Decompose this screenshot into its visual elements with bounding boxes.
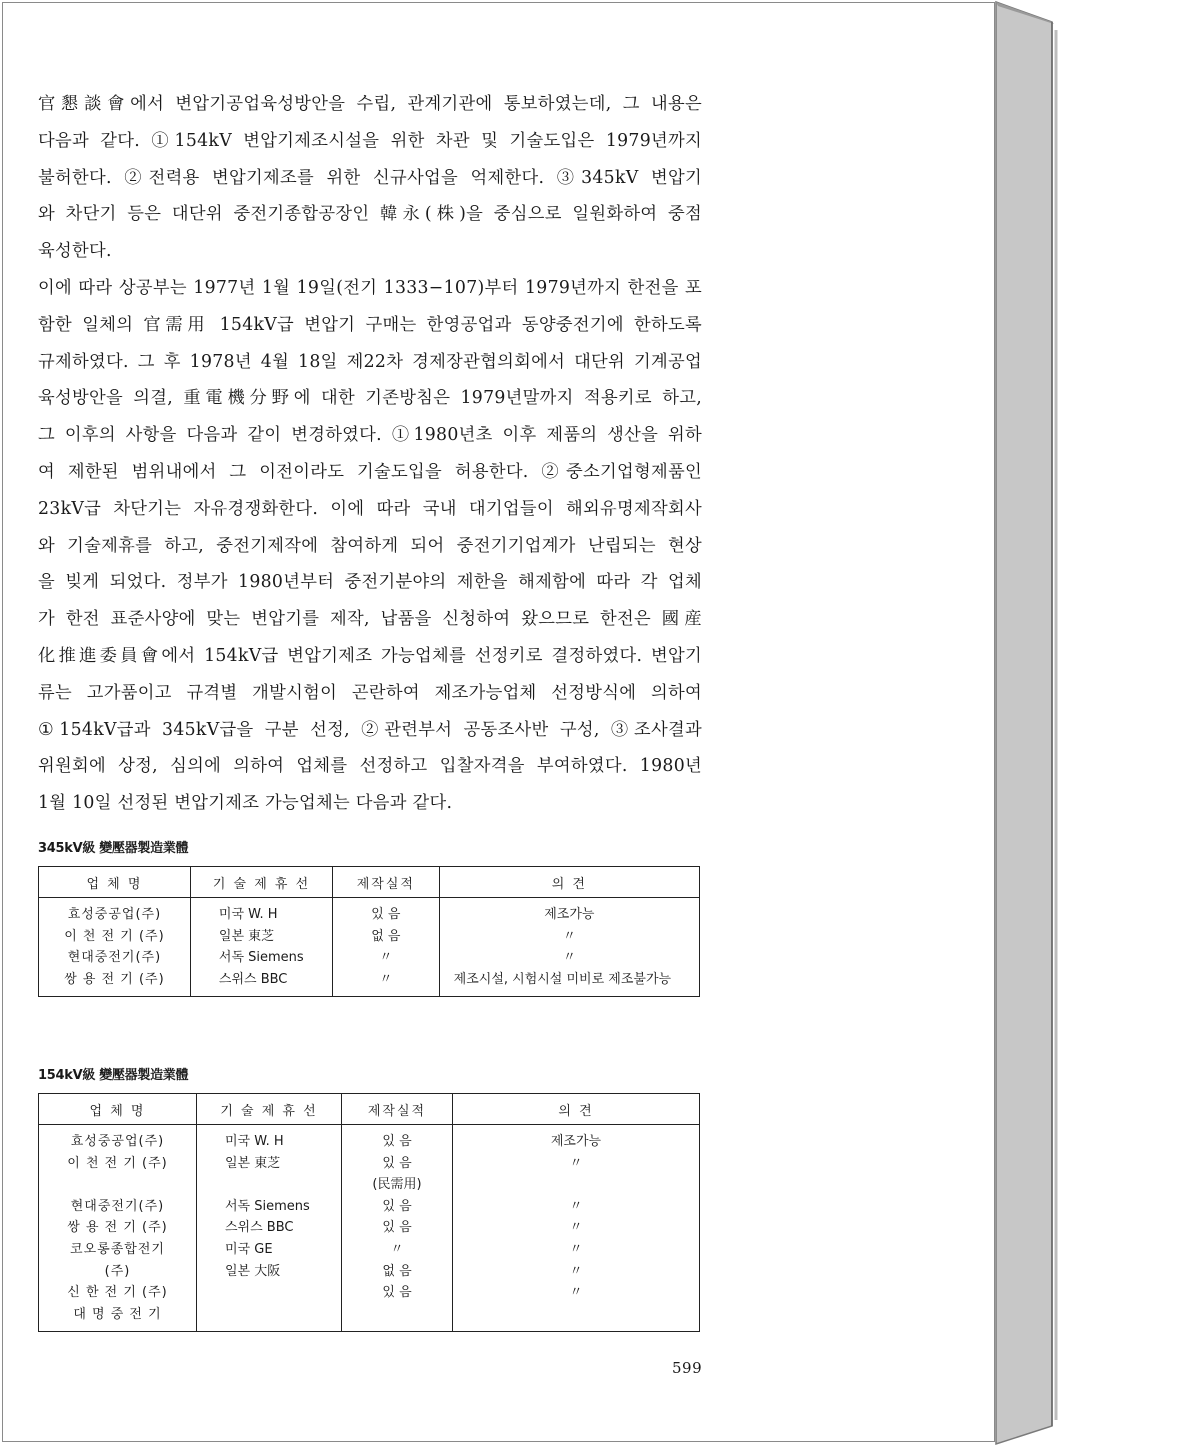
header-company: 업 체 명 xyxy=(39,1094,197,1125)
cell-record: 있 음 xyxy=(342,1125,453,1153)
cell-tech-partner: 스위스 BBC xyxy=(197,1217,342,1239)
table-row xyxy=(39,1174,700,1196)
cell-record: 없 음 xyxy=(342,1261,453,1283)
cell-opinion: 제조가능 xyxy=(453,1125,700,1153)
cell-record: 〃 xyxy=(333,969,440,997)
table-row xyxy=(39,1239,700,1261)
cell-opinion xyxy=(453,1174,700,1196)
body-line: 을 빚게 되었다. 정부가 1980년부터 중전기분야의 제한을 해제함에 따라 각 업체 xyxy=(38,572,702,593)
table-row xyxy=(39,969,700,997)
table-row xyxy=(39,1153,700,1175)
cell-record: 있 음 xyxy=(342,1217,453,1239)
body-line: 함한 일체의 官需用 154kV급 변압기 구매는 한영공업과 동양중전기에 한하도록 xyxy=(38,314,702,335)
cell-opinion xyxy=(453,1304,700,1332)
table-row xyxy=(39,898,700,926)
cell-opinion: 〃 xyxy=(453,1153,700,1175)
body-text xyxy=(38,86,702,822)
cell-tech-partner: 서독 Siemens xyxy=(197,1196,342,1218)
header-tech-partner: 기 술 제 휴 선 xyxy=(190,867,332,898)
cell-opinion: 제조가능 xyxy=(439,898,699,926)
table-row xyxy=(39,1261,700,1283)
cell-record: 있 음 xyxy=(342,1196,453,1218)
body-line: 官懇談會에서 변압기공업육성방안을 수립, 관계기관에 통보하였는데, 그 내용은 xyxy=(38,94,702,114)
header-tech-partner: 기 술 제 휴 선 xyxy=(197,1094,342,1125)
cell-tech-partner: 스위스 BBC xyxy=(190,969,332,997)
cell-company: (주) xyxy=(39,1261,197,1283)
body-line: 불허한다. ②전력용 변압기제조를 위한 신규사업을 억제한다. ③345kV 변압기 xyxy=(38,167,702,188)
body-line: 다음과 같다. ①154kV 변압기제조시설을 위한 차관 및 기술도입은 1979년까지 xyxy=(38,130,702,151)
body-line: ①154kV급과 345kV급을 구분 선정, ②관련부서 공동조사반 구성, ③조사결과 xyxy=(38,719,702,740)
cell-opinion: 제조시설, 시험시설 미비로 제조불가능 xyxy=(439,969,699,997)
body-line: 와 차단기 등은 대단위 중전기종합공장인 韓永(株)을 중심으로 일원화하여 중점 xyxy=(38,204,702,225)
cell-opinion: 〃 xyxy=(439,926,699,948)
cell-record: (民需用) xyxy=(342,1174,453,1196)
cell-record xyxy=(342,1304,453,1332)
table-345-title: 345kV級 變壓器製造業體 xyxy=(38,841,189,856)
cell-tech-partner xyxy=(197,1282,342,1304)
table-row xyxy=(39,1196,700,1218)
cell-tech-partner: 일본 東芝 xyxy=(197,1153,342,1175)
cell-company: 쌍 용 전 기 (주) xyxy=(39,1217,197,1239)
body-line: 化推進委員會에서 154kV급 변압기제조 가능업체를 선정키로 결정하였다. 변압기 xyxy=(38,645,702,666)
body-line: 육성방안을 의결, 重電機分野에 대한 기존방침은 1979년말까지 적용키로 하고, xyxy=(38,388,702,409)
cell-opinion: 〃 xyxy=(453,1239,700,1261)
header-company: 업 체 명 xyxy=(39,867,191,898)
cell-opinion: 〃 xyxy=(453,1282,700,1304)
table-345 xyxy=(38,866,700,997)
table-154-title: 154kV級 變壓器製造業體 xyxy=(38,1068,189,1083)
cell-company: 이 천 전 기 (주) xyxy=(39,926,191,948)
body-line: 이에 따라 상공부는 1977년 1월 19일(전기 1333−107)부터 1979년까지 한전을 포 xyxy=(38,277,702,298)
header-opinion: 의 견 xyxy=(439,867,699,898)
body-line: 23kV급 차단기는 자유경쟁화한다. 이에 따라 국내 대기업들이 해외유명제작회사 xyxy=(38,498,702,519)
body-line: 류는 고가품이고 규격별 개발시험이 곤란하여 제조가능업체 선정방식에 의하여 xyxy=(38,682,702,703)
table-row xyxy=(39,926,700,948)
cell-record: 없 음 xyxy=(333,926,440,948)
table-row xyxy=(39,947,700,969)
cell-company: 효성중공업(주) xyxy=(39,898,191,926)
cell-company: 효성중공업(주) xyxy=(39,1125,197,1153)
cell-company xyxy=(39,1174,197,1196)
header-record: 제작실적 xyxy=(342,1094,453,1125)
cell-company: 신 한 전 기 (주) xyxy=(39,1282,197,1304)
cell-company: 대 명 중 전 기 xyxy=(39,1304,197,1332)
cell-company: 코오롱종합전기 xyxy=(39,1239,197,1261)
cell-tech-partner: 미국 W. H xyxy=(197,1125,342,1153)
header-opinion: 의 견 xyxy=(453,1094,700,1125)
cell-opinion: 〃 xyxy=(453,1217,700,1239)
body-line: 위원회에 상정, 심의에 의하여 업체를 선정하고 입찰자격을 부여하였다. 1980년 xyxy=(38,756,702,777)
cell-tech-partner: 서독 Siemens xyxy=(190,947,332,969)
cell-record: 있 음 xyxy=(342,1282,453,1304)
cell-opinion: 〃 xyxy=(439,947,699,969)
cell-tech-partner: 미국 W. H xyxy=(190,898,332,926)
cell-tech-partner xyxy=(197,1304,342,1332)
body-line: 와 기술제휴를 하고, 중전기제작에 참여하게 되어 중전기기업계가 난립되는 현상 xyxy=(38,535,702,556)
cell-company: 쌍 용 전 기 (주) xyxy=(39,969,191,997)
cell-record: 〃 xyxy=(342,1239,453,1261)
table-row xyxy=(39,1304,700,1332)
cell-record: 있 음 xyxy=(342,1153,453,1175)
cell-tech-partner: 일본 東芝 xyxy=(190,926,332,948)
cell-record: 〃 xyxy=(333,947,440,969)
cell-tech-partner: 일본 大阪 xyxy=(197,1261,342,1283)
cell-tech-partner xyxy=(197,1174,342,1196)
body-line: 1월 10일 선정된 변압기제조 가능업체는 다음과 같다. xyxy=(38,793,453,814)
cell-company: 이 천 전 기 (주) xyxy=(39,1153,197,1175)
cell-opinion: 〃 xyxy=(453,1196,700,1218)
table-154 xyxy=(38,1093,700,1332)
table-row xyxy=(39,1217,700,1239)
body-line: 여 제한된 범위내에서 그 이전이라도 기술도입을 허용한다. ②중소기업형제품인 xyxy=(38,461,702,482)
header-record: 제작실적 xyxy=(333,867,440,898)
cell-record: 있 음 xyxy=(333,898,440,926)
body-line: 규제하였다. 그 후 1978년 4월 18일 제22차 경제장관협의회에서 대단위 기계공업 xyxy=(38,351,702,372)
cell-tech-partner: 미국 GE xyxy=(197,1239,342,1261)
cell-company: 현대중전기(주) xyxy=(39,947,191,969)
body-line: 그 이후의 사항을 다음과 같이 변경하였다. ①1980년초 이후 제품의 생산을 위하 xyxy=(38,425,702,446)
page-number: 599 xyxy=(672,1359,703,1377)
cell-company: 현대중전기(주) xyxy=(39,1196,197,1218)
table-row xyxy=(39,1282,700,1304)
cell-opinion: 〃 xyxy=(453,1261,700,1283)
body-line: 가 한전 표준사양에 맞는 변압기를 제작, 납품을 신청하여 왔으므로 한전은 國産 xyxy=(38,609,702,630)
body-line: 육성한다. xyxy=(38,241,112,262)
table-row xyxy=(39,1125,700,1153)
